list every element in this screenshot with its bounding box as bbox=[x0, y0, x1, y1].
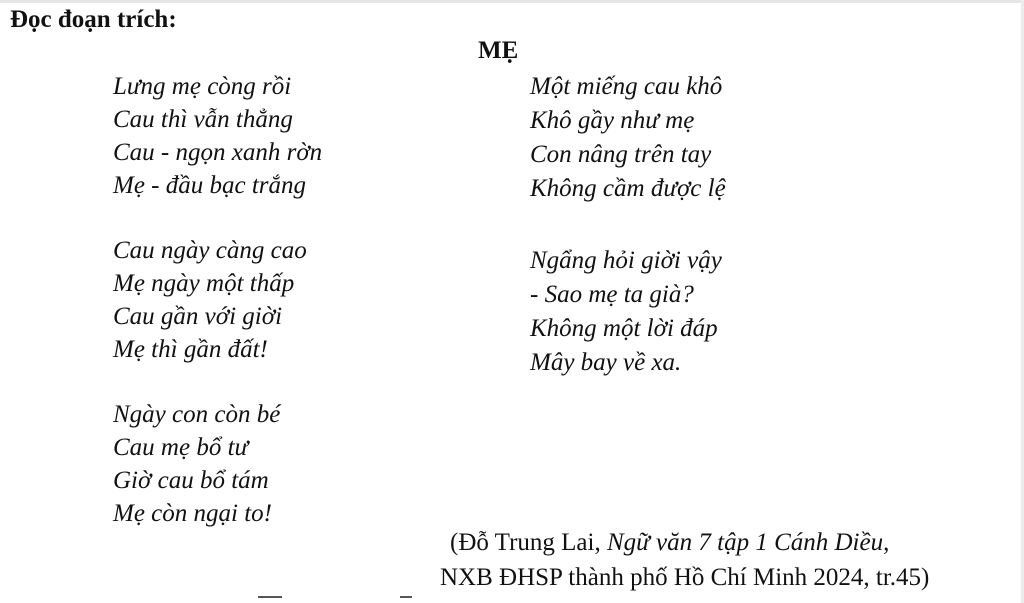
poem-line: Mẹ còn ngại to! bbox=[113, 500, 272, 527]
stanza-5 bbox=[530, 244, 726, 380]
poem-line: Không một lời đáp bbox=[530, 315, 718, 342]
poem-line: Không cầm được lệ bbox=[530, 175, 726, 202]
poem-line: Cau ngày càng cao bbox=[113, 237, 307, 264]
source-citation-line-2: NXB ĐHSP thành phố Hồ Chí Minh 2024, tr.45) bbox=[440, 564, 930, 591]
poem-line: Mẹ thì gần đất! bbox=[113, 336, 268, 363]
citation-author: (Đỗ Trung Lai, bbox=[450, 529, 607, 556]
poem-line: Cau thì vẫn thẳng bbox=[113, 106, 293, 133]
poem-line: Giờ cau bổ tám bbox=[113, 467, 269, 494]
poem-line: Mẹ ngày một thấp bbox=[113, 270, 295, 297]
poem-line: Ngẩng hỏi giời vậy bbox=[530, 247, 722, 274]
poem-line: Lưng mẹ còng rồi bbox=[113, 73, 292, 100]
poem-line: Cau - ngọn xanh rờn bbox=[113, 139, 323, 166]
stanza-4 bbox=[530, 70, 726, 206]
citation-comma: , bbox=[883, 529, 890, 556]
poem-line: Mây bay về xa. bbox=[530, 349, 682, 376]
source-citation-line-1 bbox=[450, 528, 889, 558]
poem-line: - Sao mẹ ta già? bbox=[530, 281, 694, 308]
stanza-1 bbox=[113, 70, 322, 202]
poem-right-column bbox=[530, 70, 726, 418]
stanza-3 bbox=[113, 398, 322, 530]
poem-line: Mẹ - đầu bạc trắng bbox=[113, 172, 307, 199]
cutoff-text-fragment bbox=[400, 596, 412, 598]
poem-line: Cau gần với giời bbox=[113, 303, 283, 330]
poem-line: Khô gầy như mẹ bbox=[530, 107, 695, 134]
top-border bbox=[0, 0, 1024, 3]
poem-line: Ngày con còn bé bbox=[113, 401, 281, 428]
poem-title: MẸ bbox=[478, 37, 519, 64]
poem-left-column bbox=[113, 70, 322, 562]
cutoff-text-fragment bbox=[258, 596, 282, 598]
poem-line: Cau mẹ bổ tư bbox=[113, 434, 249, 461]
poem-line: Con nâng trên tay bbox=[530, 141, 712, 168]
citation-book-title: Ngữ văn 7 tập 1 Cánh Diều bbox=[606, 529, 884, 556]
poem-line: Một miếng cau khô bbox=[530, 73, 723, 100]
instruction-heading: Đọc đoạn trích: bbox=[10, 6, 177, 33]
stanza-2 bbox=[113, 234, 322, 366]
